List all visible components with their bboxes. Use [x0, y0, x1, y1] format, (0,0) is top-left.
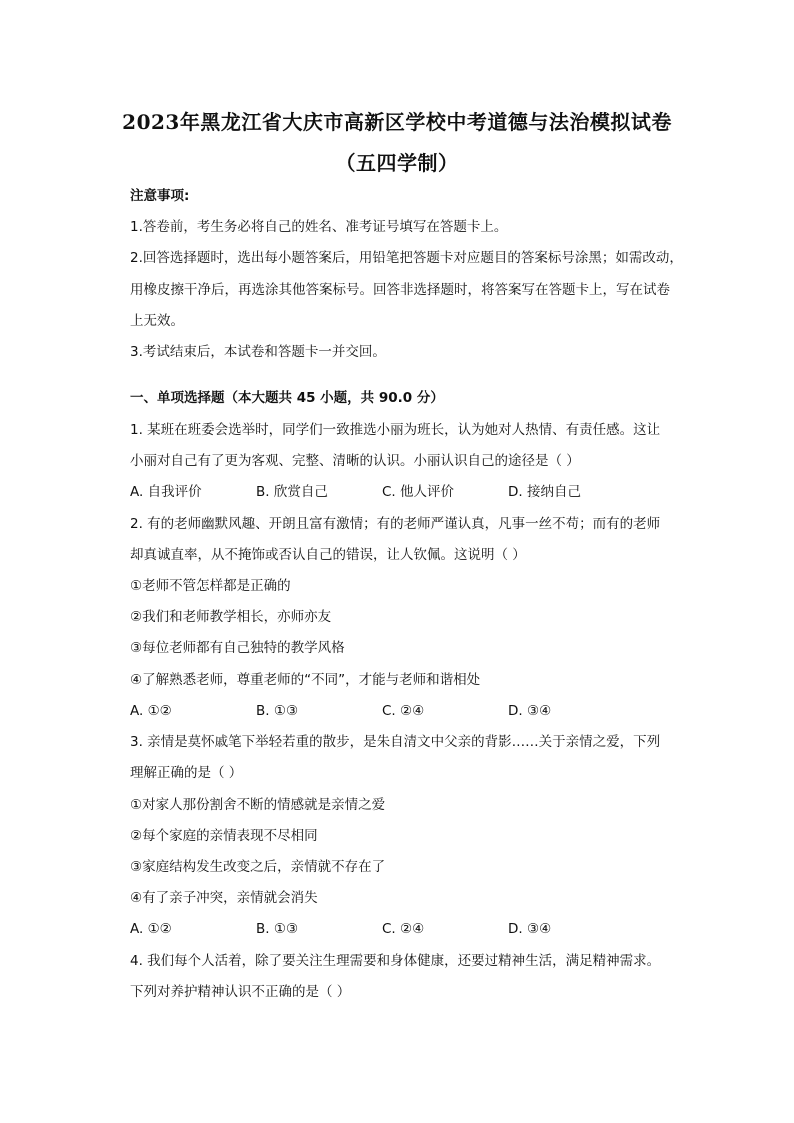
page-subtitle: （五四学制） [335, 151, 459, 175]
question-3-stem-line: 理解正确的是（ ） [130, 765, 243, 781]
question-1-stem-line: 1. 某班在班委会选举时，同学们一致推选小丽为班长，认为她对人热情、有责任感。这让 [130, 422, 661, 438]
question-2-option-d: D. ③④ [508, 703, 552, 719]
notice-line: 2.回答选择题时，选出每小题答案后，用铅笔把答题卡对应题目的答案标号涂黑；如需改动， [130, 250, 683, 266]
notice-line: 3.考试结束后，本试卷和答题卡一并交回。 [130, 344, 386, 360]
question-2-item: ①老师不管怎样都是正确的 [130, 578, 291, 594]
question-4-stem-line: 4. 我们每个人活着，除了要关注生理需要和身体健康，还要过精神生活，满足精神需求。 [130, 953, 661, 969]
notice-line: 1.答卷前，考生务必将自己的姓名、准考证号填写在答题卡上。 [130, 219, 508, 235]
question-2-stem-line: 2. 有的老师幽默风趣、开朗且富有激情；有的老师严谨认真，凡事一丝不苟；而有的老师 [130, 516, 661, 532]
question-1-option-c: C. 他人评价 [382, 484, 455, 500]
question-3-item: ④有了亲子冲突，亲情就会消失 [130, 890, 318, 906]
question-1-option-b: B. 欣赏自己 [256, 484, 328, 500]
question-3-item: ①对家人那份割舍不断的情感就是亲情之爱 [130, 797, 386, 813]
notice-line: 用橡皮擦干净后，再选涂其他答案标号。回答非选择题时，将答案写在答题卡上，写在试卷 [130, 282, 670, 298]
question-1-option-a: A. 自我评价 [130, 484, 202, 500]
question-2-option-b: B. ①③ [256, 703, 299, 719]
section-heading: 一、单项选择题（本大题共 45 小题，共 90.0 分） [130, 390, 444, 406]
question-3-item: ②每个家庭的亲情表现不尽相同 [130, 828, 318, 844]
notice-heading: 注意事项: [130, 188, 190, 204]
question-3-option-b: B. ①③ [256, 921, 299, 937]
notice-line: 上无效。 [130, 313, 184, 329]
question-1-option-d: D. 接纳自己 [508, 484, 581, 500]
question-4-stem-line: 下列对养护精神认识不正确的是（ ） [130, 984, 351, 1000]
question-3-stem-line: 3. 亲情是莫怀戚笔下举轻若重的散步，是朱自清文中父亲的背影……关于亲情之爱，下列 [130, 734, 661, 750]
question-3-item: ③家庭结构发生改变之后，亲情就不存在了 [130, 859, 386, 875]
question-2-item: ④了解熟悉老师，尊重老师的“不同”，才能与老师和谐相处 [130, 672, 481, 688]
question-2-item: ③每位老师都有自己独特的教学风格 [130, 640, 345, 656]
question-2-option-a: A. ①② [130, 703, 172, 719]
question-3-option-d: D. ③④ [508, 921, 552, 937]
question-3-option-a: A. ①② [130, 921, 172, 937]
question-3-option-c: C. ②④ [382, 921, 425, 937]
page-title: 2023年黑龙江省大庆市高新区学校中考道德与法治模拟试卷 [122, 110, 672, 134]
question-2-stem-line: 却真诚直率，从不掩饰或否认自己的错误，让人钦佩。这说明（ ） [130, 547, 526, 563]
question-1-stem-line: 小丽对自己有了更为客观、完整、清晰的认识。小丽认识自己的途径是（ ） [130, 453, 580, 469]
question-2-item: ②我们和老师教学相长，亦师亦友 [130, 609, 332, 625]
question-2-option-c: C. ②④ [382, 703, 425, 719]
